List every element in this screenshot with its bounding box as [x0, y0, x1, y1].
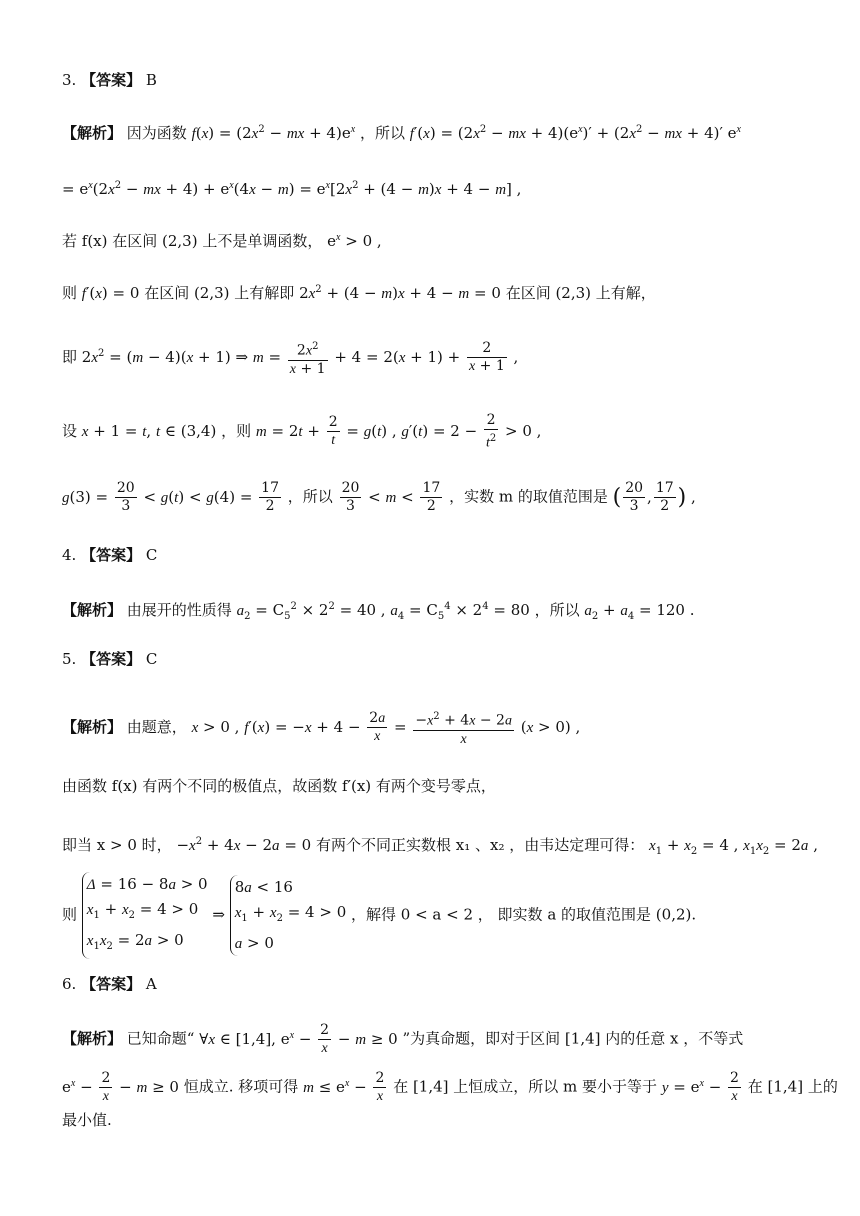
answer-label: 【答案】 — [81, 650, 142, 668]
q3-answer: B — [145, 71, 157, 89]
q3-formula-t: x + 1 = t, t ∈ (3,4) — [81, 421, 217, 440]
q5-text: 则 — [62, 905, 78, 924]
q3-analysis-line-4 — [62, 280, 810, 304]
q3-analysis-line-2 — [62, 176, 810, 200]
q6-formula-y: $y = e^x$ − $\frac{2}{x}$ — [661, 1070, 739, 1104]
q6-analysis-line-3 — [62, 1110, 810, 1130]
q3-text: ，所以 — [287, 487, 333, 506]
q3-formula-ex: $e^x > 0$ , — [327, 232, 382, 250]
analysis-label: 【解析】 — [62, 601, 123, 619]
q3-text: 设 — [62, 421, 78, 440]
q6-number: 6. — [62, 975, 77, 993]
q4-analysis-line — [62, 597, 810, 627]
q4-answer: C — [145, 546, 158, 564]
q5-answer: C — [145, 650, 158, 668]
q4-answer-line — [62, 545, 810, 565]
q5-analysis-line-2 — [62, 776, 810, 796]
q3-text: ，所以 — [359, 124, 405, 142]
answer-label: 【答案】 — [81, 71, 142, 89]
q3-text: 若 f(x) 在区间 (2,3) 上不是单调函数， — [62, 232, 323, 250]
q3-answer-line — [62, 70, 810, 90]
analysis-label: 【解析】 — [62, 717, 123, 736]
q5-text: 即当 x > 0 时， — [62, 836, 172, 854]
q3-analysis-line-3 — [62, 228, 810, 251]
q6-text: ”为真命题，即对于区间 [1,4] 内的任意 x ，不等式 — [402, 1029, 744, 1048]
answer-label: 【答案】 — [81, 975, 142, 993]
q3-text: 则 — [62, 284, 78, 302]
q3-analysis-line-7 — [62, 480, 810, 515]
q6-formula-prop: ∀x ∈ [1,4], $e^x$ − $\frac{2}{x}$ − m ≥ 0 — [199, 1022, 398, 1056]
q5-text: ，解得 0 < a < 2 ， 即实数 a 的取值范围是 (0,2). — [351, 905, 697, 924]
q3-formula-m: $2x^2 = (m - 4)(x + 1)$ ⇒ m = $\frac{2x^2}{x + 1}$ + 4 = 2(x + 1) + $\frac{2}{x + 1}$ , — [82, 348, 519, 366]
q3-formula-fprime-zero: f′(x) = 0 — [81, 284, 145, 302]
analysis-label: 【解析】 — [62, 124, 123, 142]
q6-formula-ineq: $e^x$ − $\frac{2}{x}$ − m ≥ 0 — [62, 1070, 179, 1104]
q6-text: 已知命题“ — [126, 1029, 195, 1048]
q4-text: 由展开的性质得 — [126, 601, 232, 619]
q3-text: ，实数 m 的取值范围是 — [449, 487, 608, 506]
q6-answer-line — [62, 974, 810, 994]
q6-text: 在 [1,4] 上的 — [747, 1077, 838, 1096]
q3-text: ，则 — [221, 421, 252, 440]
q6-text: 在 [1,4] 上恒成立，所以 m 要小于等于 — [393, 1077, 658, 1096]
q3-text: 因为函数 — [126, 124, 187, 142]
q5-formula-deriv: x > 0 , f′(x) = −x + 4 − $\frac{2a}{x}$ = $\frac{-x^2 + 4x - 2a}{x}$ (x > 0) , — [192, 718, 581, 736]
q5-implies: ⇒ — [212, 905, 230, 924]
q4-text: ，所以 — [534, 601, 580, 619]
q3-analysis-line-6 — [62, 412, 810, 452]
q5-formula-eq: $-x^2 + 4x - 2a = 0$ — [176, 836, 316, 854]
q3-analysis-line-5 — [62, 338, 810, 378]
q4-number: 4. — [62, 546, 77, 564]
q5-system-2: 8a < 16 $x_1 + x_2 = 4 > 0$ a > 0 — [230, 875, 347, 956]
q3-formula-range: g(3) = $\frac{20}{3}$ < g(t) < g(4) = $\frac{17}{2}$ — [62, 480, 279, 514]
q6-formula-mle: $m \le e^x$ − $\frac{2}{x}$ — [303, 1070, 385, 1104]
q3-analysis-line-1 — [62, 120, 810, 144]
q5-analysis-line-1 — [62, 708, 810, 748]
q5-text: 有两个不同正实数根 x₁ 、x₂ ，由韦达定理可得： — [315, 836, 645, 854]
q3-text: 在区间 (2,3) 上有解， — [505, 284, 656, 302]
q3-text: 即 — [62, 347, 78, 366]
q5-answer-line — [62, 649, 810, 669]
q6-analysis-line-1 — [62, 1022, 810, 1057]
q3-formula-quadratic: $2x^2 + (4 - m)x + 4 - m = 0$ — [299, 284, 506, 302]
q5-formula-vieta: $x_1 + x_2 = 4$ , $x_1x_2 = 2a$ , — [649, 836, 818, 857]
q4-formula-sum: $a_2 + a_4 = 120$ . — [584, 601, 695, 622]
q5-text: 由函数 f(x) 有两个不同的极值点，故函数 f′(x) 有两个变号零点， — [62, 777, 496, 795]
q5-analysis-line-3 — [62, 832, 818, 862]
q3-formula-interval: ( $\frac{20}{3}$ , $\frac{17}{2}$ ) , — [612, 480, 696, 514]
q6-analysis-line-2 — [62, 1070, 838, 1105]
q3-formula-g: m = 2t + $\frac{2}{t}$ = g(t) , g′(t) = 2 − $\frac{2}{t^2}$ > 0 , — [255, 412, 542, 451]
q6-text: 最小值. — [62, 1111, 112, 1129]
q6-text: 恒成立. 移项可得 — [183, 1077, 299, 1096]
answer-label: 【答案】 — [81, 546, 142, 564]
q5-analysis-line-4 — [62, 872, 810, 959]
q3-formula-fprime: $f'(x) = (2x^2$ − mx + $4)(e^x)' + (2x^2$ − mx + 4)′ $e^x$ — [409, 124, 741, 142]
q5-system-1: Δ = 16 − 8a > 0 $x_1 + x_2 = 4 > 0$ $x_1x_2 = 2a > 0$ — [82, 872, 208, 959]
analysis-label: 【解析】 — [62, 1029, 123, 1048]
q3-formula-mrange: $\frac{20}{3}$ < m < $\frac{17}{2}$ — [341, 480, 441, 514]
q5-number: 5. — [62, 650, 77, 668]
q3-formula-expand: = $e^x(2x^2$ − mx + $4) + e^x(4x - m) = e^x[2x^2 + (4 - m)x + 4 - m]$ , — [62, 180, 522, 198]
q3-text: 在区间 (2,3) 上有解即 — [144, 284, 295, 302]
q3-formula-f: $f(x) = (2x^2$ − mx + $4)e^x$ — [191, 124, 356, 142]
q3-number: 3. — [62, 71, 77, 89]
q6-answer: A — [145, 975, 157, 993]
q4-formula: $a_2 = C_5^2 \times 2^2 = 40$ , $a_4 = C_5^4 \times 2^4 = 80$ — [236, 601, 530, 622]
q5-text: 由题意， — [126, 717, 187, 736]
